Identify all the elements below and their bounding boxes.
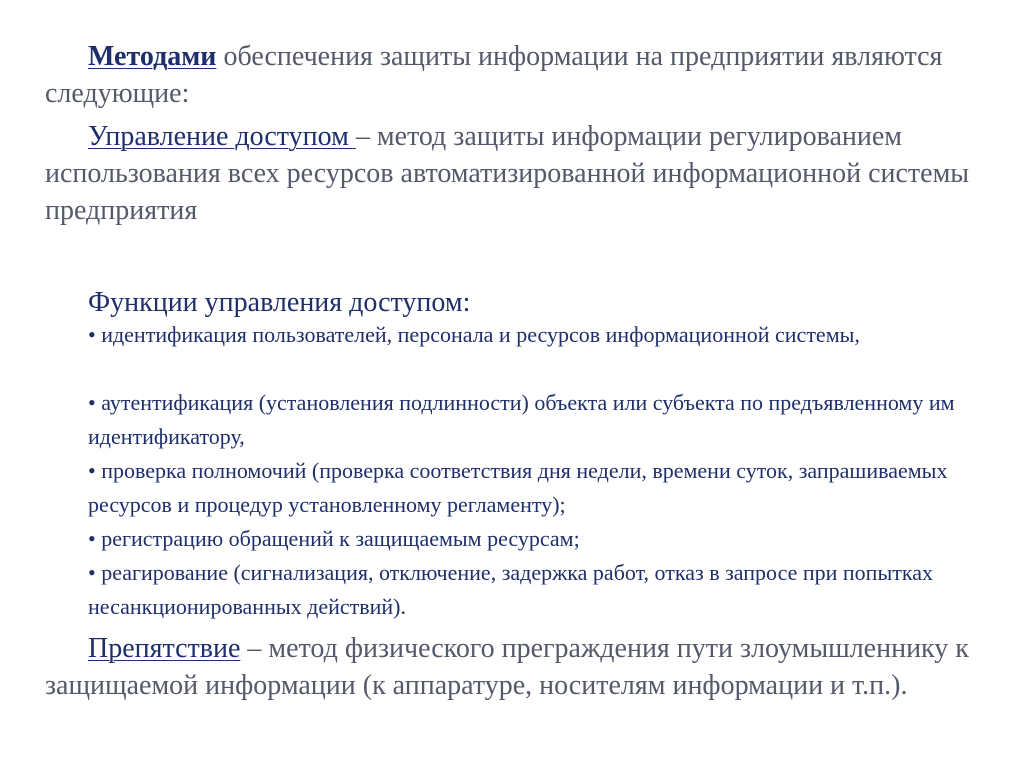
paragraph-access-control-text: – метод защиты информации регулированием использования всех ресурсов автоматизированной информационной системы предприятия (45, 121, 970, 226)
bullet-item: • идентификация пользователей, персонала и ресурсов информационной системы, (88, 322, 860, 347)
bullet-item: • регистрацию обращений к защищаемым ресурсам; (88, 526, 580, 551)
bullet-item: • аутентификация (установления подлинности) объекта или субъекта по предъявленному им идентификатору, (88, 390, 955, 449)
paragraph-obstacle-text: – метод физического преграждения пути злоумышленнику к защищаемой информации (к аппаратуре, носителям информации и т.п.). (45, 633, 969, 701)
term-access-control: Управление доступом (88, 121, 356, 152)
term-methods: Методами (88, 41, 217, 72)
bullet-item: • проверка полномочий (проверка соответствия дня недели, времени суток, запрашиваемых ресурсов и процедур установленному регламенту); (88, 458, 948, 517)
paragraph-methods (45, 38, 1005, 112)
paragraph-methods-text: обеспечения защиты информации на предприятии являются следующие: (45, 41, 943, 109)
paragraph-obstacle (45, 630, 1005, 704)
term-obstacle: Препятствие (88, 633, 241, 664)
bullet-item: • реагирование (сигнализация, отключение, задержка работ, отказ в запросе при попытках несанкционированных действий). (88, 560, 933, 619)
functions-title: Функции управления доступом: (88, 287, 471, 318)
paragraph-access-control (45, 118, 1005, 229)
